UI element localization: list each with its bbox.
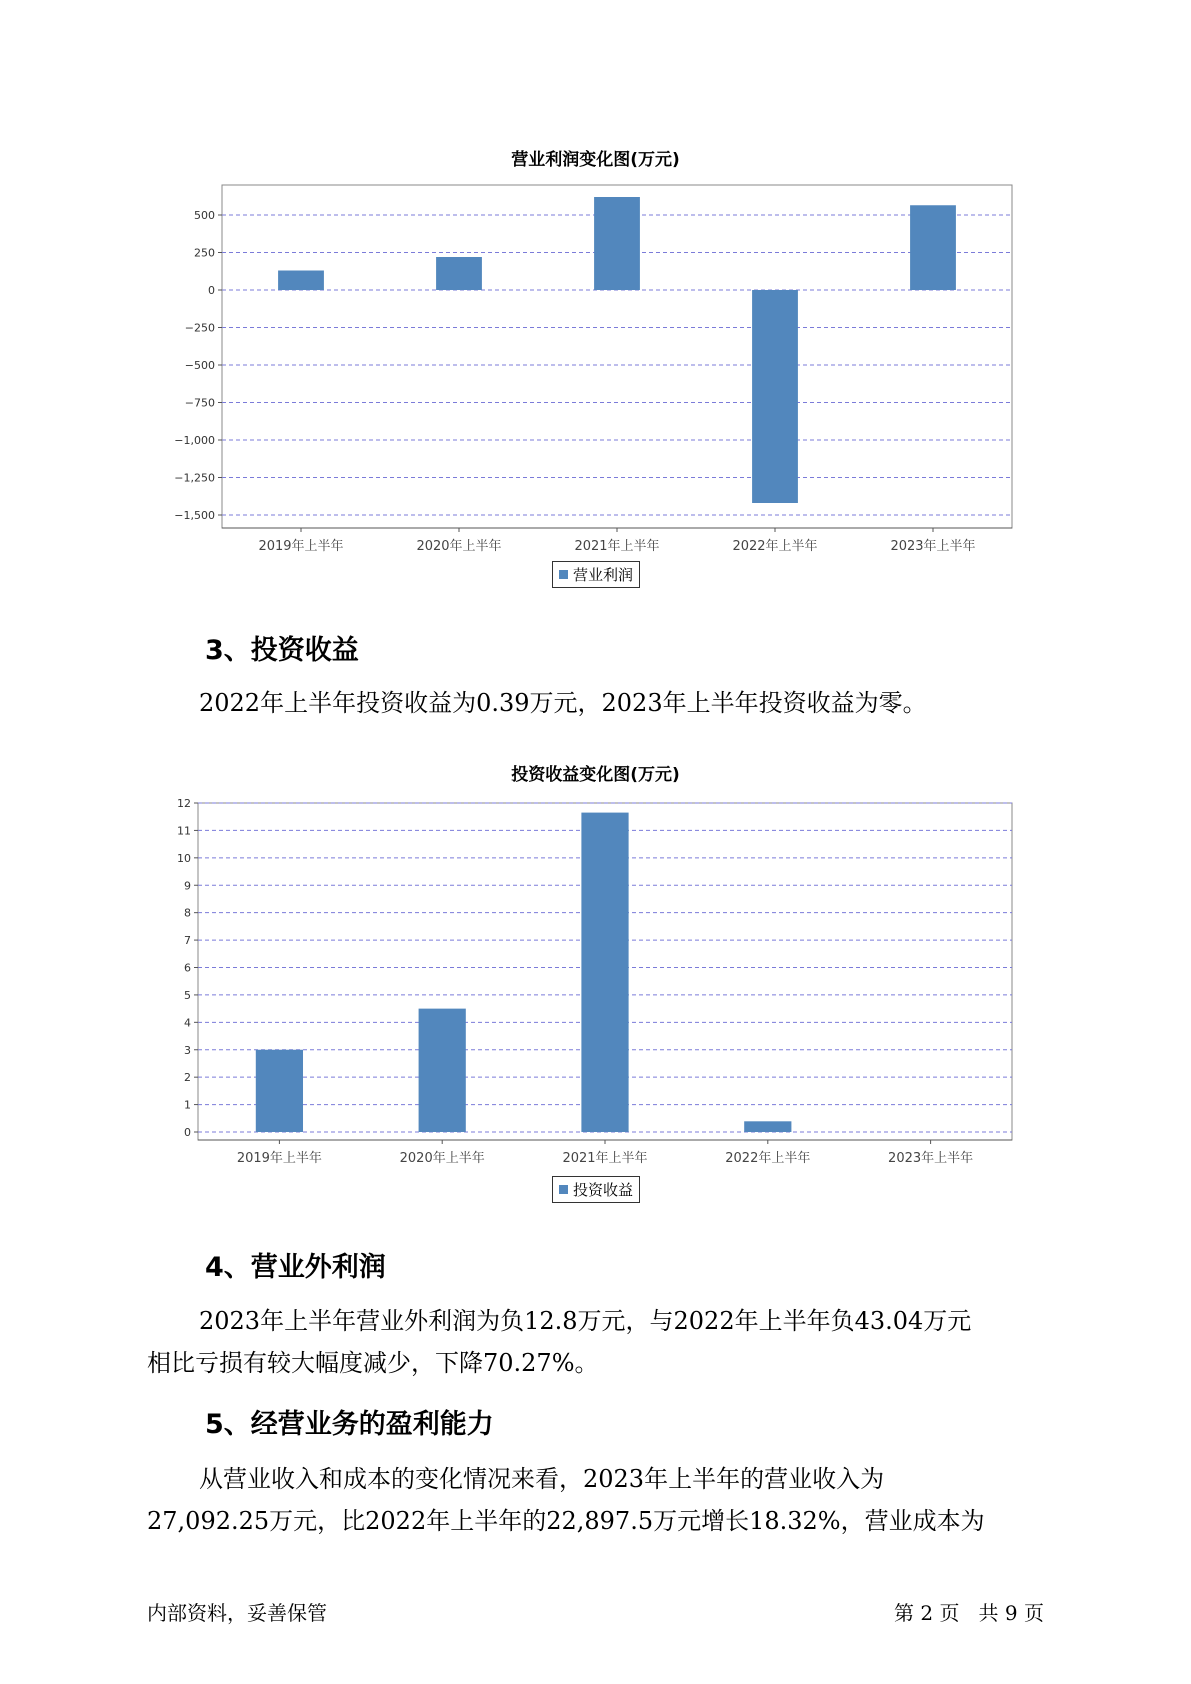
bar	[910, 205, 956, 290]
x-tick-label: 2019年上半年	[258, 539, 344, 554]
section5-paragraph	[147, 1458, 1057, 1542]
section3-heading: 3、投资收益	[205, 635, 359, 666]
legend-swatch	[559, 570, 568, 579]
bar	[752, 290, 798, 503]
bar	[744, 1121, 791, 1132]
investment-income-chart	[0, 790, 1191, 1190]
bar	[436, 257, 482, 290]
x-tick-label: 2023年上半年	[888, 1151, 974, 1166]
chart2-legend	[552, 1176, 640, 1203]
x-tick-label: 2020年上半年	[399, 1151, 485, 1166]
y-tick-label: 0	[208, 284, 215, 297]
footer-page-number: 第 2 页 共 9 页	[894, 1601, 1044, 1625]
x-tick-label: 2021年上半年	[562, 1151, 648, 1166]
y-tick-label: −750	[184, 396, 215, 410]
y-tick-label: 1	[184, 1098, 191, 1112]
x-tick-label: 2020年上半年	[416, 539, 502, 554]
chart2-legend-label: 投资收益	[573, 1181, 634, 1199]
y-tick-label: 0	[184, 1126, 191, 1139]
y-tick-label: 250	[194, 246, 215, 260]
section3-line-1: 2022年上半年投资收益为0.39万元，2023年上半年投资收益为零。	[199, 689, 927, 717]
y-tick-label: 12	[177, 797, 191, 810]
operating-profit-chart	[0, 170, 1191, 700]
y-tick-label: −1,000	[174, 434, 215, 447]
y-tick-label: −250	[184, 321, 215, 335]
section4-line-2: 相比亏损有较大幅度减少，下降70.27%。	[147, 1349, 599, 1377]
x-tick-label: 2023年上半年	[890, 539, 976, 554]
y-tick-label: 5	[184, 988, 191, 1002]
section4-heading: 4、营业外利润	[205, 1252, 386, 1283]
y-tick-label: 3	[184, 1043, 191, 1057]
x-tick-label: 2019年上半年	[236, 1151, 322, 1166]
y-tick-label: 9	[184, 879, 191, 893]
legend-swatch	[559, 1185, 568, 1194]
y-tick-label: 6	[184, 961, 191, 975]
y-tick-label: −1,250	[174, 471, 215, 485]
bar	[419, 1009, 466, 1132]
y-tick-label: 4	[184, 1016, 191, 1030]
chart1-title: 营业利润变化图(万元)	[511, 150, 680, 170]
y-tick-label: 7	[184, 934, 191, 948]
footer-left: 内部资料，妥善保管	[147, 1601, 327, 1625]
x-tick-label: 2021年上半年	[574, 539, 660, 554]
chart1-legend	[552, 561, 640, 588]
y-tick-label: 10	[177, 851, 191, 865]
y-tick-label: 8	[184, 906, 191, 920]
bar	[581, 813, 628, 1132]
bar	[594, 197, 640, 290]
x-tick-label: 2022年上半年	[732, 539, 818, 554]
chart1-legend-label: 营业利润	[573, 566, 634, 584]
section5-line-1: 从营业收入和成本的变化情况来看，2023年上半年的营业收入为	[199, 1465, 885, 1493]
bar	[256, 1050, 303, 1132]
y-tick-label: 2	[184, 1071, 191, 1085]
section5-heading: 5、经营业务的盈利能力	[205, 1409, 494, 1440]
y-tick-label: 500	[194, 209, 215, 222]
y-tick-label: 11	[177, 824, 191, 838]
section4-line-1: 2023年上半年营业外利润为负12.8万元，与2022年上半年负43.04万元	[199, 1307, 972, 1335]
section3-paragraph	[147, 682, 1057, 724]
section4-paragraph	[147, 1300, 1057, 1384]
y-tick-label: −500	[184, 359, 215, 372]
section5-line-2: 27,092.25万元，比2022年上半年的22,897.5万元增长18.32%，营业成本为	[147, 1507, 985, 1535]
chart2-title: 投资收益变化图(万元)	[511, 765, 680, 785]
x-tick-label: 2022年上半年	[725, 1151, 811, 1166]
y-tick-label: −1,500	[174, 509, 215, 522]
bar	[278, 271, 324, 291]
